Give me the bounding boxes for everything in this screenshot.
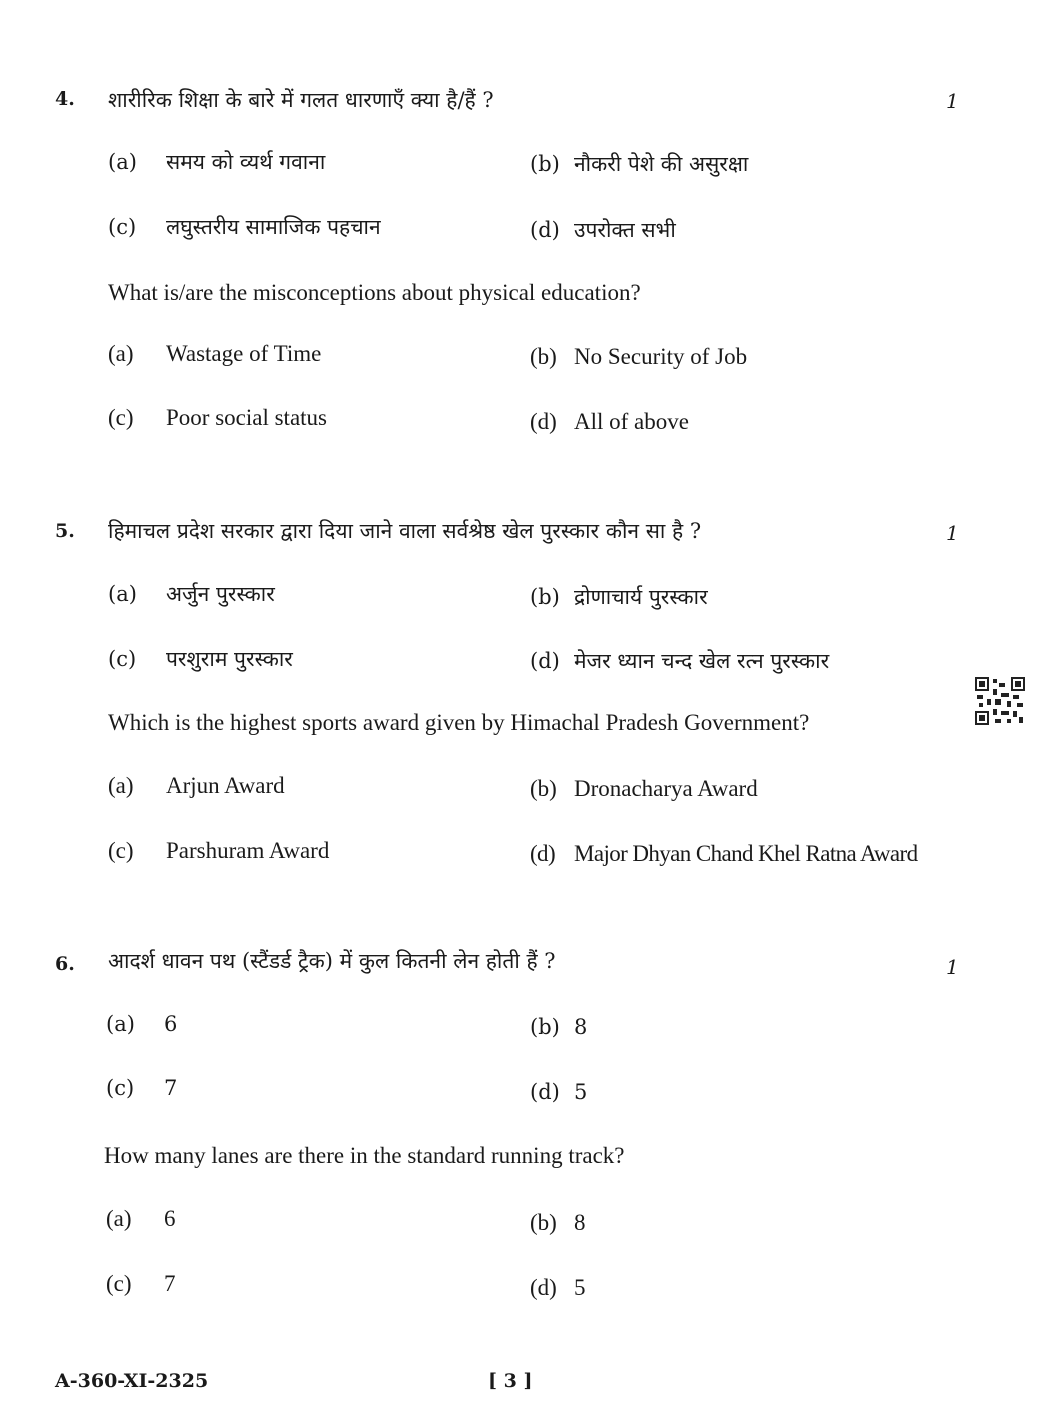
option-label: (a) — [106, 1206, 132, 1231]
option-c-hindi — [108, 645, 293, 673]
option-c-english — [108, 405, 327, 431]
option-label: (b) — [530, 1210, 557, 1235]
option-text: All of above — [574, 409, 689, 434]
option-text: Poor social status — [166, 405, 327, 430]
question-text-hindi: हिमाचल प्रदेश सरकार द्वारा दिया जाने वाला सर्वश्रेष्ठ खेल पुरस्कार कौन सा है ? — [108, 519, 702, 543]
option-text: समय को व्यर्थ गवाना — [166, 150, 326, 174]
option-label: (a) — [108, 582, 137, 606]
option-d-english — [530, 841, 918, 867]
option-label: (c) — [106, 1271, 132, 1296]
option-a-english — [106, 1206, 176, 1232]
option-d-english — [530, 409, 689, 435]
option-d-hindi — [530, 1080, 587, 1104]
option-text: अर्जुन पुरस्कार — [166, 582, 275, 606]
paper-code: A-360-XI-2325 — [55, 1370, 209, 1392]
option-a-english — [108, 341, 321, 367]
option-c-hindi — [108, 213, 381, 241]
option-a-english — [108, 773, 285, 799]
question-marks: 1 — [946, 521, 959, 545]
option-d-hindi — [530, 216, 676, 244]
option-text: Dronacharya Award — [574, 776, 758, 801]
question-marks: 1 — [946, 89, 959, 113]
option-label: (b) — [530, 1015, 560, 1039]
option-text: 7 — [164, 1076, 178, 1100]
option-text: 8 — [574, 1015, 588, 1039]
option-text: 5 — [574, 1275, 586, 1300]
question-marks: 1 — [946, 955, 959, 979]
option-b-hindi — [530, 583, 708, 611]
question-text-english: Which is the highest sports award given by Himachal Pradesh Government? — [108, 710, 810, 735]
option-c-english — [108, 838, 329, 864]
option-label: (b) — [530, 152, 560, 176]
option-text: Parshuram Award — [166, 838, 330, 863]
option-text: 7 — [164, 1271, 176, 1296]
option-label: (a) — [106, 1012, 135, 1036]
option-label: (d) — [530, 1080, 560, 1104]
option-label: (d) — [530, 841, 556, 866]
option-label: (d) — [530, 1275, 557, 1300]
option-label: (c) — [106, 1076, 135, 1100]
option-text: मेजर ध्यान चन्द खेल रत्न पुरस्कार — [574, 649, 830, 673]
option-label: (c) — [108, 405, 134, 430]
option-text: उपरोक्त सभी — [574, 218, 676, 242]
option-text: द्रोणाचार्य पुरस्कार — [574, 585, 708, 609]
option-text: नौकरी पेशे की असुरक्षा — [574, 152, 749, 176]
option-text: 8 — [574, 1210, 586, 1235]
option-label: (a) — [108, 773, 134, 798]
page-number: [ 3 ] — [488, 1370, 533, 1392]
option-label: (b) — [530, 776, 557, 801]
option-text: No Security of Job — [574, 344, 748, 369]
option-label: (d) — [530, 649, 560, 673]
option-text: Wastage of Time — [166, 341, 322, 366]
option-b-english — [530, 344, 747, 370]
option-label: (c) — [108, 215, 137, 239]
option-text: 6 — [164, 1206, 176, 1231]
question-number: 6. — [55, 953, 75, 975]
option-label: (b) — [530, 585, 560, 609]
option-text: Arjun Award — [166, 773, 285, 798]
option-d-hindi — [530, 647, 829, 675]
option-b-hindi — [530, 1015, 587, 1039]
question-text-hindi: आदर्श धावन पथ (स्टैंडर्ड ट्रैक) में कुल कितनी लेन होती हैं ? — [108, 949, 556, 973]
option-text: Major Dhyan Chand Khel Ratna Award — [574, 841, 918, 866]
option-c-hindi — [106, 1076, 177, 1100]
question-number: 5. — [55, 520, 75, 542]
option-label: (b) — [530, 344, 557, 369]
option-label: (d) — [530, 218, 560, 242]
option-b-english — [530, 1210, 586, 1236]
option-label: (a) — [108, 341, 134, 366]
option-a-hindi — [108, 580, 275, 608]
option-label: (d) — [530, 409, 557, 434]
option-text: परशुराम पुरस्कार — [166, 647, 293, 671]
option-d-english — [530, 1275, 586, 1301]
option-text: 5 — [574, 1080, 588, 1104]
option-label: (c) — [108, 838, 134, 863]
question-number: 4. — [55, 88, 75, 110]
question-text-hindi: शारीरिक शिक्षा के बारे में गलत धारणाएँ क्या है/हैं ? — [108, 88, 494, 112]
question-text-english: How many lanes are there in the standard running track? — [104, 1143, 625, 1168]
option-text: लघुस्तरीय सामाजिक पहचान — [166, 215, 381, 239]
option-c-english — [106, 1271, 176, 1297]
question-text-english: What is/are the misconceptions about physical education? — [108, 280, 641, 305]
option-b-hindi — [530, 150, 748, 178]
option-text: 6 — [164, 1012, 178, 1036]
option-a-hindi — [108, 148, 325, 176]
option-label: (c) — [108, 647, 137, 671]
option-b-english — [530, 776, 758, 802]
qr-code-icon — [975, 677, 1025, 725]
option-label: (a) — [108, 150, 137, 174]
option-a-hindi — [106, 1012, 177, 1036]
